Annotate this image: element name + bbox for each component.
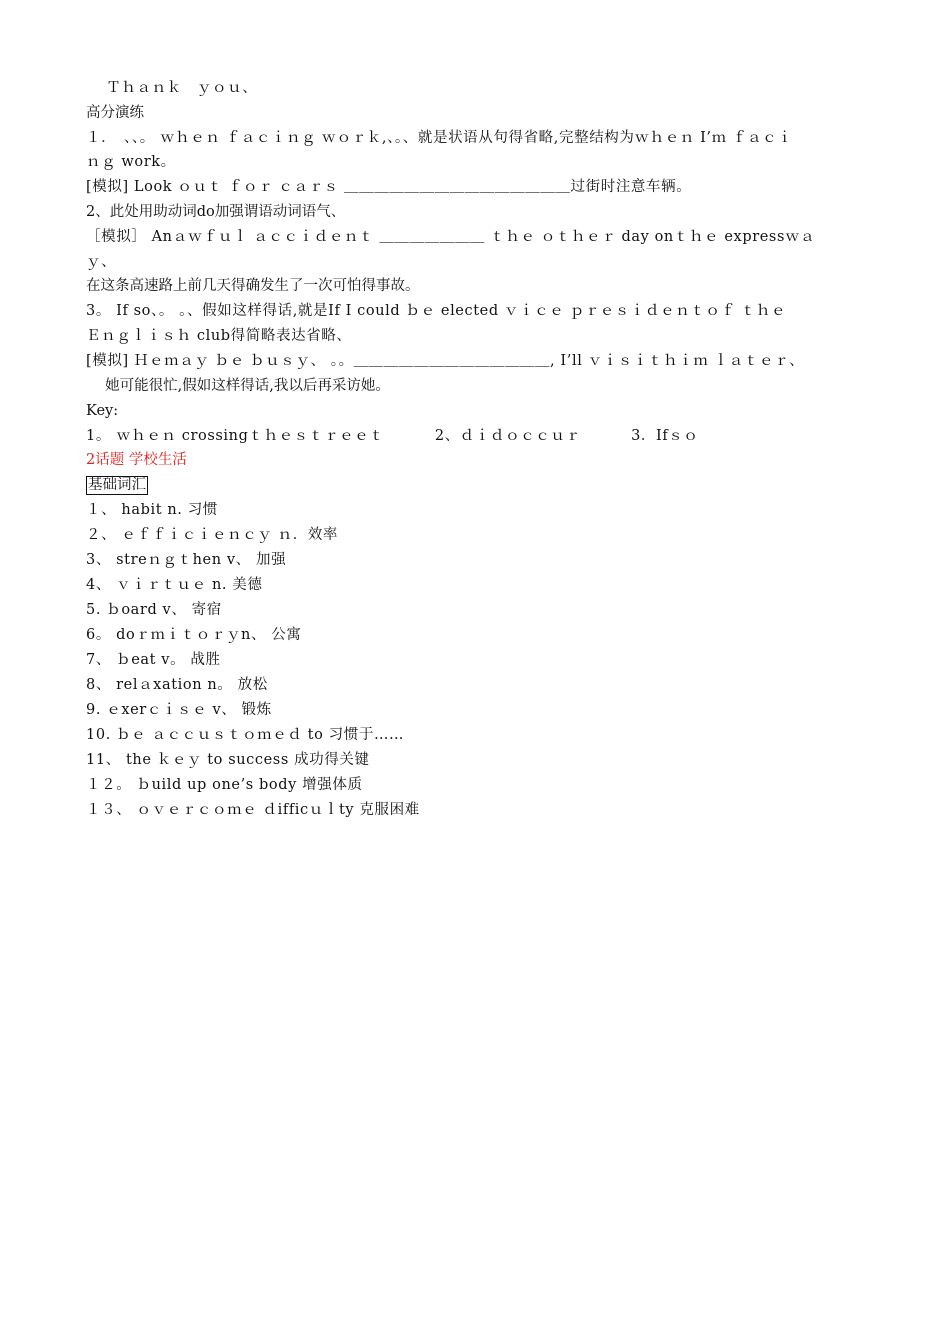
text-line-translation-2: 在这条高速路上前几天得确发生了一次可怕得事故。 (86, 278, 420, 294)
text-line-translation-3: 她可能很忙,假如这样得话,我以后再采访她。 (86, 378, 390, 394)
key-answers: 1。 ｗｈｅｎ crossingｔｈｅｓｔｒｅｅｔ 2、ｄｉｄｏｃｃｕｒ 3．Ifｓｏ (86, 428, 699, 444)
vocab-item: 9. ｅxerｃｉｓｅ v、 锻炼 (86, 702, 272, 718)
vocabulary-heading-container (86, 475, 148, 495)
section-heading-practice: 高分演练 (86, 105, 144, 121)
vocab-item: 11、 the ｋｅｙ to success 成功得关键 (86, 752, 370, 768)
vocab-item: 4、 ｖｉｒｔｕｅ n. 美德 (86, 577, 263, 593)
vocab-item: 8、 relａxation n。 放松 (86, 677, 268, 693)
text-line-simulate-1: [模拟] Look ｏｕｔ ｆｏｒ ｃａｒｓ ＿＿＿＿＿＿＿＿＿＿＿＿＿＿＿过街时注意车辆。 (86, 179, 692, 195)
vocab-item: １２。 ｂuild up one’s body 增强体质 (86, 777, 363, 793)
text-line-simulate-3: [模拟] Ｈｅｍａｙ ｂｅ ｂｕｓｙ、 。。＿＿＿＿＿＿＿＿＿＿＿＿＿, I’ll ｖｉｓｉｔｈｉｍ ｌａｔｅｒ、 (86, 353, 805, 369)
text-line-item-1-cont: ｎｇ work。 (86, 154, 176, 170)
key-label: Key: (86, 403, 119, 419)
text-line-thank-you: Ｔｈａｎｋ ｙｏｕ、 (86, 80, 258, 96)
vocab-item: 10. ｂｅ ａｃｃｕｓｔｏｍｅｄ to 习惯于…… (86, 727, 405, 743)
vocab-item: ２、 ｅｆｆｉｃｉｅｎｃｙ ｎ．效率 (86, 527, 339, 543)
vocabulary-heading: 基础词汇 (88, 477, 146, 493)
vocab-item: 5. ｂoard v、 寄宿 (86, 602, 222, 618)
vocab-item: 6。 doｒｍｉｔｏｒｙn、 公寓 (86, 627, 302, 643)
vocab-item: １３、 ｏｖｅｒｃｏｍｅ ｄifficｕｌty 克服困难 (86, 802, 420, 818)
text-line-simulate-2-cont: ｙ、 (86, 254, 117, 270)
vocab-item: 3、 streｎｇｔhen v、 加强 (86, 552, 287, 568)
text-line-item-1: １． 、、。 ｗｈｅｎ ｆａｃｉｎｇ ｗｏｒｋ,、。、就是状语从句得省略,完整结构为ｗｈｅｎ I’ｍ ｆａｃｉ (86, 130, 793, 146)
text-line-simulate-2: ［模拟］ Anａｗｆｕｌ ａｃｃｉｄｅｎｔ ＿＿＿＿＿＿＿ ｔｈｅ ｏｔｈｅｒ day onｔｈｅ expressｗａ (86, 229, 816, 245)
text-line-item-3-cont: Ｅｎｇｌｉｓｈ club得简略表达省略、 (86, 328, 352, 344)
topic-heading: 2话题 学校生活 (86, 452, 187, 468)
vocab-item: 7、 ｂeat v。 战胜 (86, 652, 221, 668)
text-line-item-3: 3。 If so、。 。、假如这样得话,就是If I could ｂｅ elected ｖｉｃｅ ｐｒｅｓｉｄｅｎｔｏｆ ｔｈｅ (86, 303, 787, 319)
vocab-item: １、 habit n. 习惯 (86, 502, 218, 518)
text-line-item-2: 2、此处用助动词do加强谓语动词语气、 (86, 204, 346, 220)
